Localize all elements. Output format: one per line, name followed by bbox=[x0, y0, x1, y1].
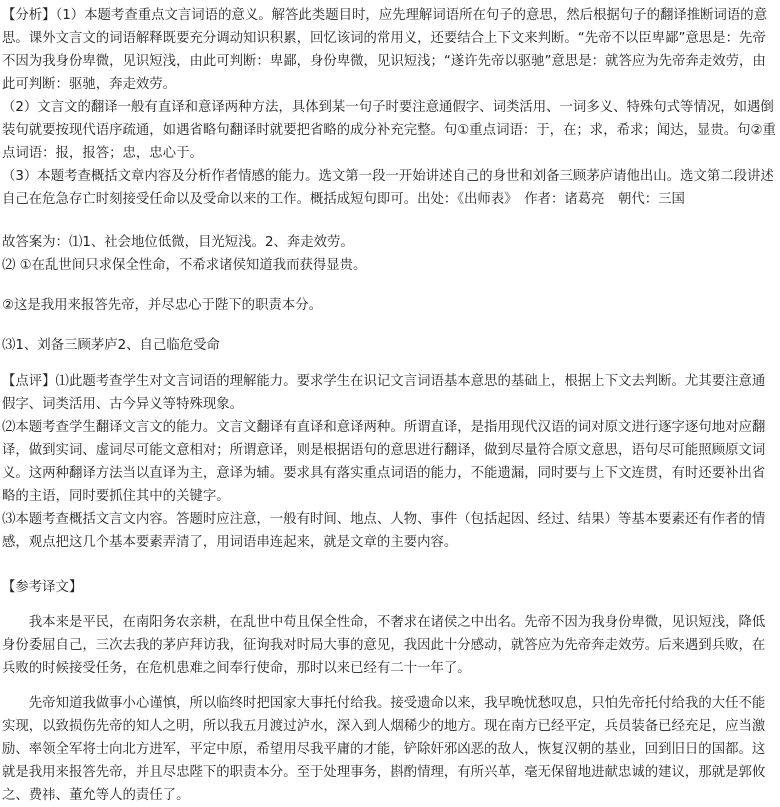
review-section bbox=[2, 370, 778, 554]
translation-section bbox=[2, 611, 778, 807]
review-paragraph-3: ⑶本题考查概括文言文内容。答题时应注意，一般有时间、地点、人物、事件（包括起因、经过、结果）等基本要素还有作者的情感，观点把这几个基本要素弄清了，用词语串连起来，就是文章的主要内容。 bbox=[2, 512, 766, 550]
analysis-section bbox=[2, 4, 778, 211]
translation-title: 【参考译文】 bbox=[2, 580, 83, 595]
answer-section bbox=[2, 231, 778, 357]
translation-paragraph-1: 我本来是平民，在南阳务农亲耕，在乱世中苟且保全性命，不奢求在诸侯之中出名。先帝不因为我身份卑微，见识短浅，降低身份委屈自己，三次去我的茅庐拜访我，征询我对时局大事的意见，我因此十分感动，就答应为先帝奔走效劳。后来遇到兵败，在兵败的时候接受任务，在危机患难之间奉行使命，那时以来已经有二十一年了。 bbox=[2, 615, 766, 676]
answer-line-2: ⑵ ①在乱世间只求保全性命，不希求诸侯知道我而获得显贵。 bbox=[2, 258, 367, 273]
review-paragraph-2: ⑵本题考查学生翻译文言文的能力。文言文翻译有直译和意译两种。所谓直译，是指用现代汉语的词对原文进行逐字逐句地对应翻译，做到实词、虚词尽可能文意相对；所谓意译，则是根据语句的意思进行翻译，做到尽量符合原文意思，语句尽可能照顾原文词义。这两种翻译方法当以直译为主，意译为辅。要求具有落实重点词语的能力，不能遗漏，同时要与上下文连贯，有时还要补出省略的主语，同时要抓住其中的关键字。 bbox=[2, 420, 766, 504]
review-paragraph-1: 【点评】⑴此题考查学生对文言词语的理解能力。要求学生在识记文言词语基本意思的基础上，根据上下文去判断。尤其要注意通假字、词类活用、古今异义等特殊现象。 bbox=[2, 374, 766, 412]
translation-paragraph-2: 先帝知道我做事小心谨慎，所以临终时把国家大事托付给我。接受遗命以来，我早晚忧愁叹息，只怕先帝托付给我的大任不能实现，以致损伤先帝的知人之明，所以我五月渡过泸水，深入到人烟稀少的地方。现在南方已经平定，兵员装备已经充足，应当激励、率领全军将士向北方进军，平定中原，希望用尽我平庸的才能，铲除奸邪凶恶的敌人，恢复汉朝的基业，回到旧日的国都。这就是我用来报答先帝，并且尽忠陛下的职责本分。至于处理事务，斟酌情理，有所兴革，毫无保留地进献忠诚的建议，那就是郭攸之、费祎、董允等人的责任了。 bbox=[2, 696, 766, 803]
analysis-paragraph-1: 【分析】（1）本题考查重点文言词语的意义。解答此类题目时，应先理解词语所在句子的意思，然后根据句子的翻译推断词语的意思。课外文言文的词语解释既要充分调动知识积累，回忆该词的常用义，还要结合上下文来判断。“先帝不以臣卑鄙”意思是：先帝不因为我身份卑微，见识短浅，由此可判断：卑鄙，身份卑微，见识短浅；“遂许先帝以驱驰”意思是：就答应为先帝奔走效劳，由此可判断：驱驰，奔走效劳。 bbox=[2, 8, 768, 92]
answer-line-3: ②这是我用来报答先帝，并尽忠心于陛下的职责本分。 bbox=[2, 298, 322, 313]
analysis-paragraph-2: （2）文言文的翻译一般有直译和意译两种方法，具体到某一句子时要注意通假字、词类活用、一词多义、特殊句式等情况，如遇倒装句就要按现代语序疏通，如遇省略句翻译时就要把省略的成分补充完整。句①重点词语：于，在；求，希求；闻达，显贵。句②重点词语：报，报答；忠，忠心于。 bbox=[2, 100, 776, 161]
answer-line-1: 故答案为：⑴1、社会地位低微，目光短浅。2、奔走效劳。 bbox=[2, 235, 354, 250]
analysis-paragraph-3: （3）本题考查概括文章内容及分析作者情感的能力。选文第一段一开始讲述自己的身世和刘备三顾茅庐请他出山。选文第二段讲述自己在危急存亡时刻接受任命以及受命以来的工作。概括成短句即可。出处：《出师表》 作者：诸葛亮 朝代：三国 bbox=[2, 169, 774, 207]
answer-line-4: ⑶1、刘备三顾茅庐2、自己临危受命 bbox=[2, 338, 220, 353]
